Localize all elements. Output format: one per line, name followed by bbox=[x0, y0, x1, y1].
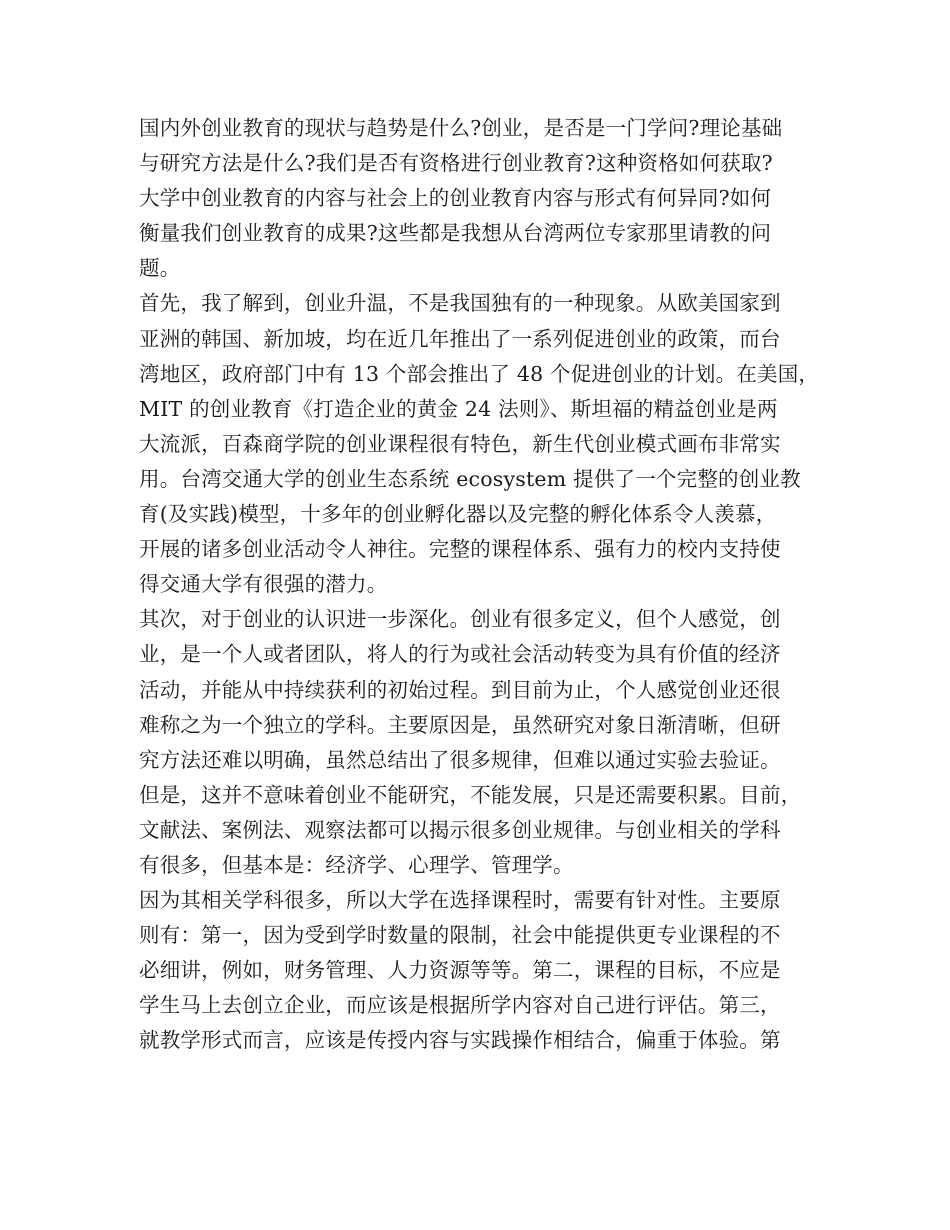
text-line: 究方法还难以明确，虽然总结出了很多规律，但难以通过实验去验证。 bbox=[139, 747, 781, 772]
text-line: 得交通大学有很强的潜力。 bbox=[139, 572, 388, 597]
text-line: 活动，并能从中持续获利的初始过程。到目前为止，个人感觉创业还很 bbox=[139, 677, 781, 702]
text-line: 衡量我们创业教育的成果?这些都是我想从台湾两位专家那里请教的问 bbox=[139, 221, 772, 246]
text-line: 其次，对于创业的认识进一步深化。创业有很多定义，但个人感觉，创 bbox=[139, 607, 781, 632]
text-line: MIT 的创业教育《打造企业的黄金 24 法则》、斯坦福的精益创业是两 bbox=[139, 396, 778, 421]
text-line: 用。台湾交通大学的创业生态系统 ecosystem 提供了一个完整的创业教 bbox=[139, 466, 801, 491]
text-line: 湾地区，政府部门中有 13 个部会推出了 48 个促进创业的计划。在美国， bbox=[139, 361, 820, 386]
text-line: 则有：第一，因为受到学时数量的限制，社会中能提供更专业课程的不 bbox=[139, 923, 781, 948]
text-line: 国内外创业教育的现状与趋势是什么?创业，是否是一门学问?理论基础 bbox=[139, 116, 783, 140]
text-line: 题。 bbox=[139, 256, 181, 281]
text-line: 有很多，但基本是：经济学、心理学、管理学。 bbox=[139, 852, 574, 877]
text-line: 大流派，百森商学院的创业课程很有特色，新生代创业模式画布非常实 bbox=[139, 431, 781, 456]
document-body bbox=[139, 111, 819, 1059]
text-line: 但是，这并不意味着创业不能研究，不能发展，只是还需要积累。目前， bbox=[139, 782, 802, 807]
text-line: 与研究方法是什么?我们是否有资格进行创业教育?这种资格如何获取? bbox=[139, 151, 773, 176]
text-line: 难称之为一个独立的学科。主要原因是，虽然研究对象日渐清晰，但研 bbox=[139, 712, 781, 737]
text-line: 就教学形式而言，应该是传授内容与实践操作相结合，偏重于体验。第 bbox=[139, 1028, 781, 1053]
text-line: 因为其相关学科很多，所以大学在选择课程时，需要有针对性。主要原 bbox=[139, 888, 781, 913]
text-line: 必细讲，例如，财务管理、人力资源等等。第二，课程的目标，不应是 bbox=[139, 958, 781, 983]
text-line: 大学中创业教育的内容与社会上的创业教育内容与形式有何异同?如何 bbox=[139, 186, 772, 211]
text-line: 育(及实践)模型，十多年的创业孵化器以及完整的孵化体系令人羡慕， bbox=[139, 502, 777, 527]
text-line: 亚洲的韩国、新加坡，均在近几年推出了一系列促进创业的政策，而台 bbox=[139, 326, 781, 351]
text-line: 学生马上去创立企业，而应该是根据所学内容对自己进行评估。第三， bbox=[139, 993, 781, 1018]
text-line: 首先，我了解到，创业升温，不是我国独有的一种现象。从欧美国家到 bbox=[139, 291, 781, 316]
text-line: 文献法、案例法、观察法都可以揭示很多创业规律。与创业相关的学科 bbox=[139, 817, 781, 842]
text-line: 开展的诸多创业活动令人神往。完整的课程体系、强有力的校内支持使 bbox=[139, 537, 781, 562]
text-line: 业，是一个人或者团队，将人的行为或社会活动转变为具有价值的经济 bbox=[139, 642, 781, 667]
